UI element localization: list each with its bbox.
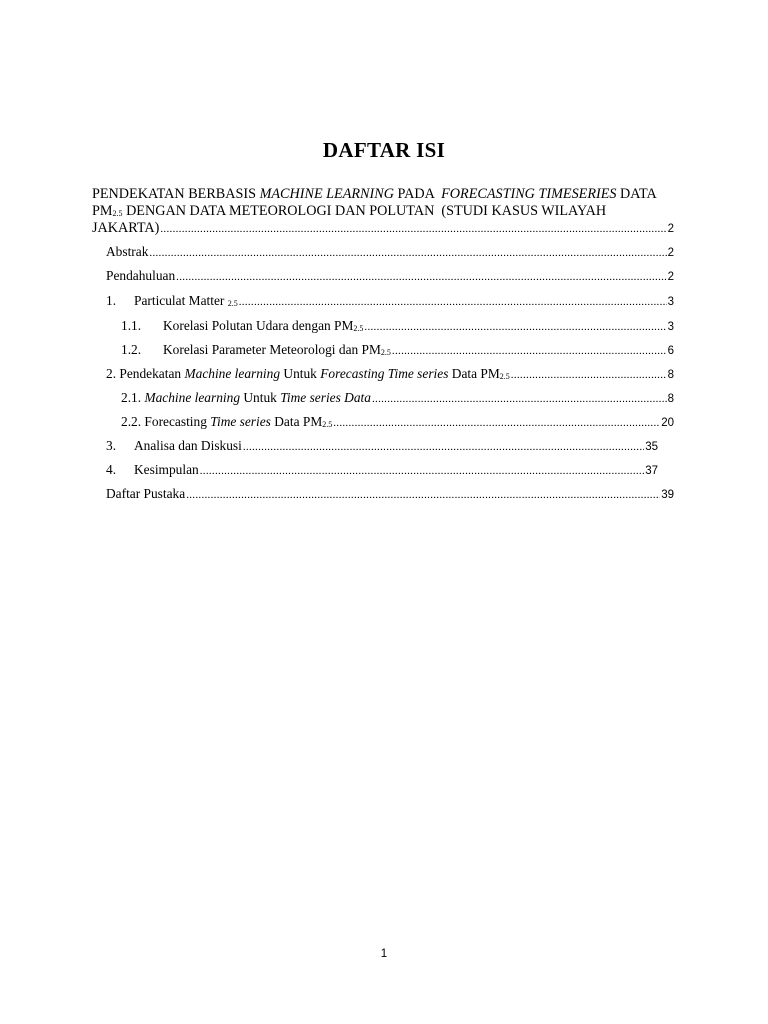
toc-page-number: 35 [645,441,658,453]
toc-label: Pendahuluan [106,268,176,283]
toc-entry-section-1-2[interactable] [121,342,674,358]
toc-entry-abstrak[interactable] [106,244,674,260]
dot-leader [176,271,666,283]
text-span: Analisa dan Diskusi [134,438,242,453]
section-number: 3. [106,438,117,453]
dot-leader [160,221,666,238]
text-span: Data PM [270,414,323,429]
toc-entry-section-1-1[interactable] [121,318,674,334]
dot-leader [372,393,667,405]
dot-leader [511,369,667,381]
dot-leader [186,489,660,501]
toc-label [106,366,510,382]
italic-span: Time series Data [280,390,371,405]
italic-span: Time series [210,414,271,429]
subscript: 2.5 [227,299,238,308]
text-span: Untuk [280,366,321,381]
toc-label: JAKARTA) [92,220,160,236]
page-title: DAFTAR ISI [322,138,446,162]
dot-leader [392,345,667,357]
toc-label: Abstrak [106,244,149,259]
dot-leader [333,417,660,429]
italic-span: MACHINE LEARNING [259,186,394,202]
text-span: Particulat Matter [134,293,228,308]
toc-page-number: 2 [667,223,674,235]
text-span: Kesimpulan [134,462,199,477]
toc-entry-main-title-line2 [92,203,674,220]
section-number: 4. [106,462,117,477]
dot-leader [200,465,644,477]
toc-entry-section-4[interactable] [106,462,658,478]
dot-leader [243,441,644,453]
text-span: PM [92,203,113,219]
toc-entry-section-2-1[interactable] [121,390,674,406]
subscript: 2.5 [380,348,391,357]
section-number: 1.1. [121,318,142,333]
toc-entry-daftar-pustaka[interactable] [106,486,674,502]
table-of-contents [92,186,674,501]
toc-page-number: 3 [667,321,674,333]
toc-entry-main-title-line1 [92,186,674,203]
subscript: 2.5 [322,420,333,429]
italic-span: Machine learning [144,390,241,405]
toc-label [106,462,199,478]
text-span: Untuk [240,390,281,405]
text-span: Data PM [448,366,500,381]
dot-leader [239,296,667,308]
toc-page-number: 6 [667,345,674,357]
toc-page-number: 2 [667,271,674,283]
italic-span: Machine learning [184,366,281,381]
dot-leader [364,321,666,333]
toc-entry-section-3[interactable] [106,438,658,454]
italic-span: Forecasting Time series [320,366,449,381]
toc-page-number: 8 [667,369,674,381]
toc-label [121,342,391,358]
toc-label [106,293,238,309]
dot-leader [149,247,666,259]
text-span: DATA [616,186,657,202]
subscript: 2.5 [499,372,510,381]
section-number: 1. [106,293,117,308]
toc-page-number: 39 [661,489,674,501]
toc-page-number: 37 [645,465,658,477]
text-span: PENDEKATAN BERBASIS [92,186,260,202]
toc-entry-section-2-2[interactable] [121,414,674,430]
text-span: 2. Pendekatan [106,366,185,381]
toc-label [121,318,363,334]
toc-label [121,414,332,430]
toc-page-number: 2 [667,247,674,259]
section-number: 1.2. [121,342,142,357]
italic-span: FORECASTING TIMESERIES [441,186,617,202]
footer-page-number: 1 [380,948,388,960]
text-span: DENGAN DATA METEOROLOGI DAN POLUTAN (STUDI KASUS WILAYAH [122,203,607,219]
toc-entry-section-2[interactable] [106,366,674,382]
toc-page-number: 8 [667,393,674,405]
text-span: Korelasi Parameter Meteorologi dan PM [163,342,381,357]
toc-label [106,438,242,454]
toc-entry-main-title[interactable] [92,186,674,238]
text-span: Korelasi Polutan Udara dengan PM [163,318,354,333]
toc-entry-pendahuluan[interactable] [106,268,674,284]
text-span: 2.2. Forecasting [121,414,211,429]
toc-page-number: 3 [667,296,674,308]
subscript: 2.5 [112,209,123,218]
toc-label [121,390,371,406]
toc-entry-section-1[interactable] [106,293,674,309]
text-span: PADA [393,186,442,202]
toc-entry-main-title-line3 [92,220,674,238]
toc-page-number: 20 [661,417,674,429]
subscript: 2.5 [353,324,364,333]
toc-label: Daftar Pustaka [106,486,186,501]
text-span: 2.1. [121,390,145,405]
